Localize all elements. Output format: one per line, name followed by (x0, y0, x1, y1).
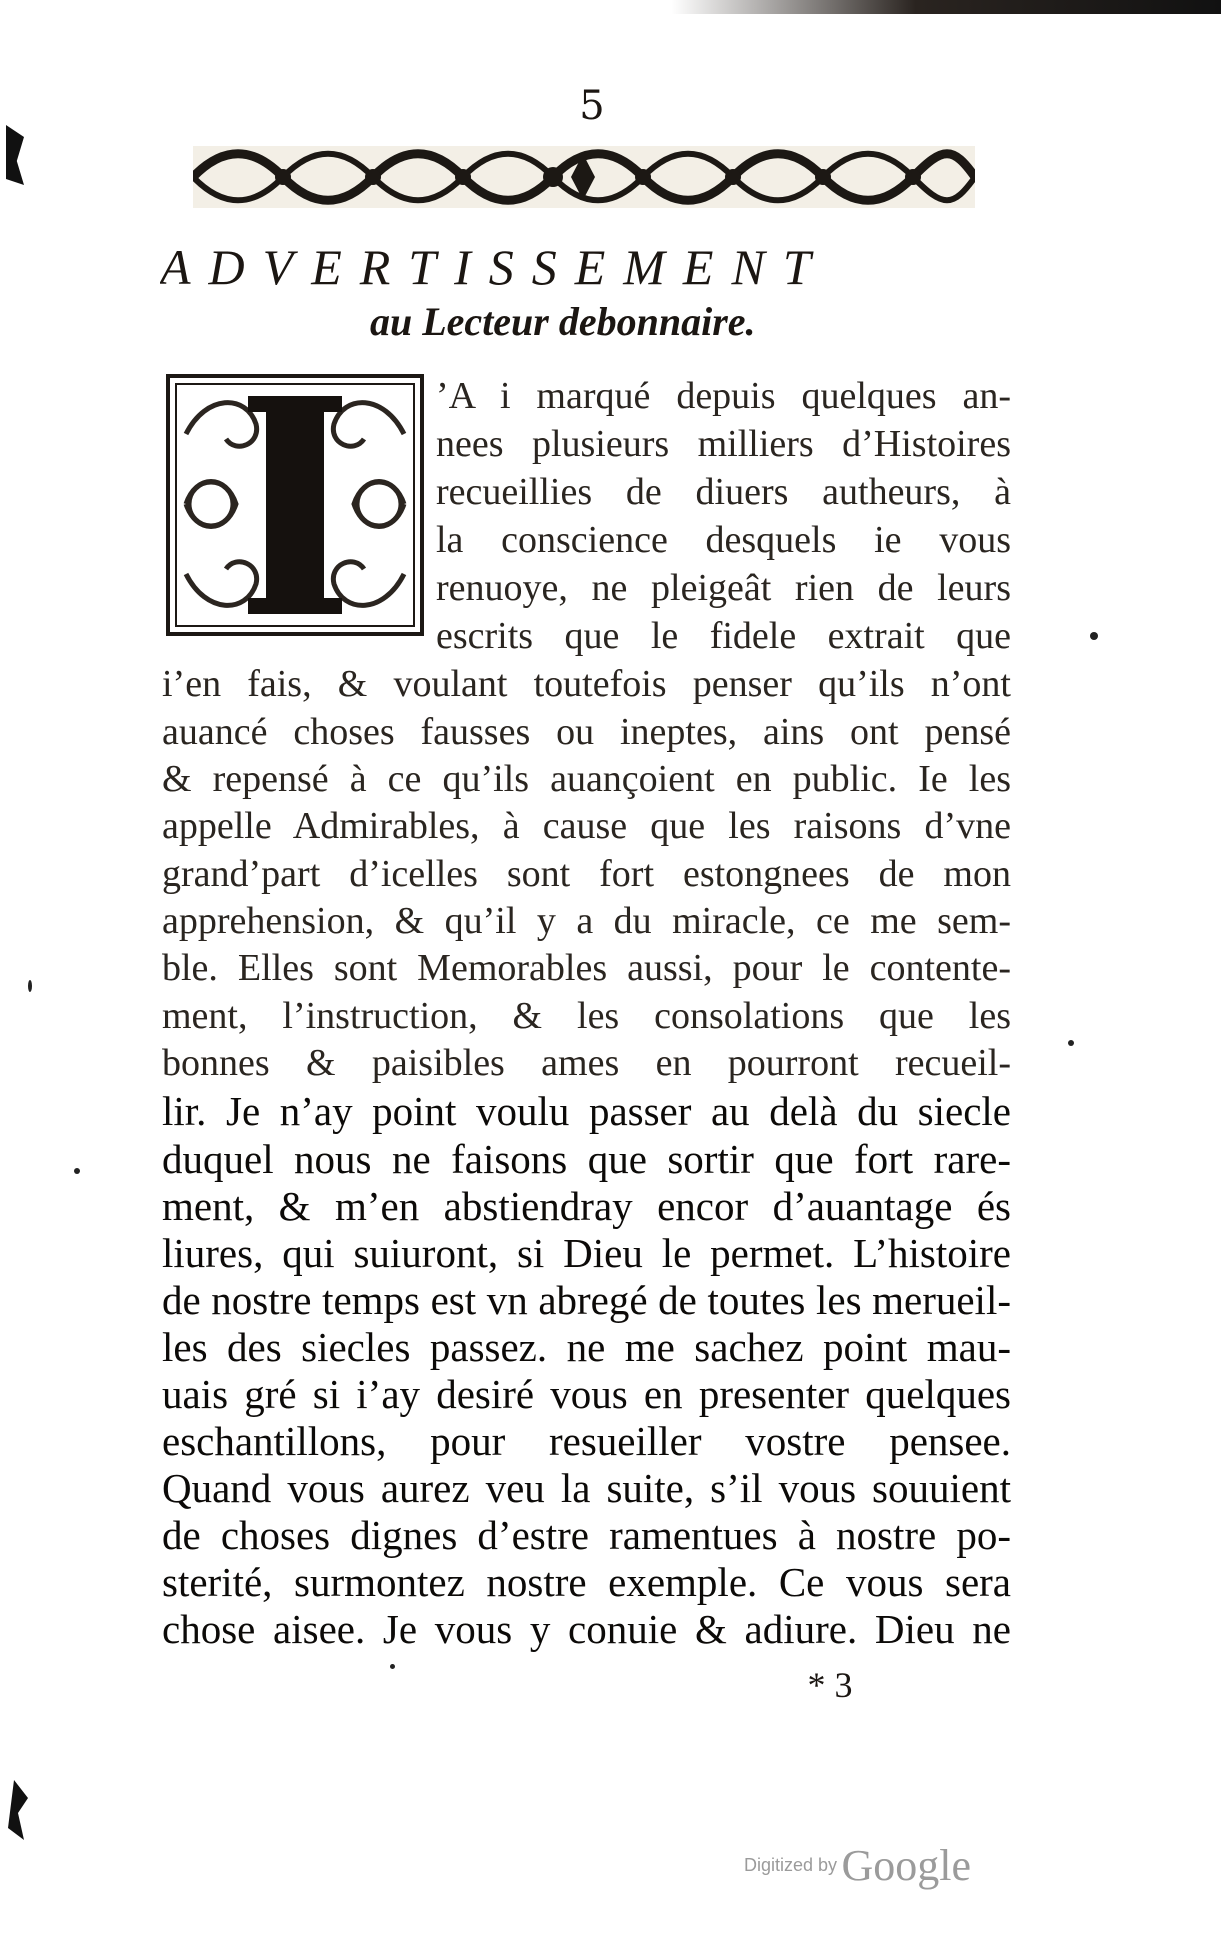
ink-speck (28, 980, 32, 992)
text-line: i’en fais, & voulant toutefois penser qu’ils n’ont (162, 663, 1011, 705)
text-line: bonnes & paisibles ames en pourront recueil- (162, 1042, 1011, 1084)
text-line: Quand vous aurez veu la suite, s’il vous souuient (162, 1465, 1011, 1511)
text-line: uais gré si i’ay desiré vous en presenter quelques (162, 1371, 1011, 1417)
page-left-edge-mark-lower (8, 1780, 28, 1840)
text-line: la conscience desquels ie vous (436, 519, 1011, 561)
text-line: sterité, surmontez nostre exemple. Ce vous sera (162, 1559, 1011, 1605)
page-top-edge (0, 0, 1221, 14)
text-line: & repensé à ce qu’ils auançoient en public. Ie les (162, 758, 1011, 800)
text-line: apprehension, & qu’il y a du miracle, ce me sem- (162, 900, 1011, 942)
heading-subtitle: au Lecteur debonnaire. (370, 299, 756, 344)
text-line: liures, qui suiuront, si Dieu le permet. L’histoire (162, 1230, 1011, 1276)
text-line: eschantillons, pour resueiller vostre pensee. (162, 1418, 1011, 1464)
text-line: les des siecles passez. ne me sachez point mau- (162, 1324, 1011, 1370)
watermark-brand: Google (841, 1841, 972, 1890)
text-line: nees plusieurs milliers d’Histoires (436, 423, 1011, 465)
ink-speck (74, 1168, 80, 1174)
ornament-headband (193, 146, 975, 208)
page-number: 5 (579, 83, 605, 129)
text-line: appelle Admirables, à cause que les raisons d’vne (162, 805, 1011, 847)
text-line: de choses dignes d’estre ramentues à nostre po- (162, 1512, 1011, 1558)
digitized-watermark (744, 1840, 1004, 1890)
text-line: chose aisee. Je vous y conuie & adiure. Dieu ne (162, 1606, 1011, 1652)
text-line: renuoye, ne pleigeât rien de leurs (436, 567, 1011, 609)
text-line: ble. Elles sont Memorables aussi, pour le contente- (162, 947, 1011, 989)
page-left-edge-mark (6, 125, 24, 185)
signature-mark (790, 1664, 870, 1708)
signature-number: 3 (834, 1665, 853, 1705)
text-line: duquel nous ne faisons que sortir que fort rare- (162, 1136, 1011, 1182)
decorated-initial-I (166, 374, 424, 636)
ink-speck (390, 1664, 395, 1669)
text-line: de nostre temps est vn abregé de toutes les merueil- (162, 1277, 1011, 1323)
text-line: recueillies de diuers autheurs, à (436, 471, 1011, 513)
text-line: lir. Je n’ay point voulu passer au delà du siecle (162, 1088, 1011, 1134)
text-line: auancé choses fausses ou ineptes, ains ont pensé (162, 711, 1011, 753)
signature-star: * (807, 1665, 826, 1705)
watermark-prefix: Digitized by (744, 1855, 838, 1875)
text-line: ’A i marqué depuis quelques an- (436, 375, 1011, 417)
text-line: ment, & m’en abstiendray encor d’auantage és (162, 1183, 1011, 1229)
ink-speck (1068, 1040, 1074, 1046)
text-line: escrits que le fidele extrait que (436, 615, 1011, 657)
text-line: grand’part d’icelles sont fort estongnees de mon (162, 853, 1011, 895)
text-line: ment, l’instruction, & les consolations que les (162, 995, 1011, 1037)
heading-title: ADVERTISSEMENT (160, 239, 829, 295)
ink-speck (1090, 632, 1098, 640)
